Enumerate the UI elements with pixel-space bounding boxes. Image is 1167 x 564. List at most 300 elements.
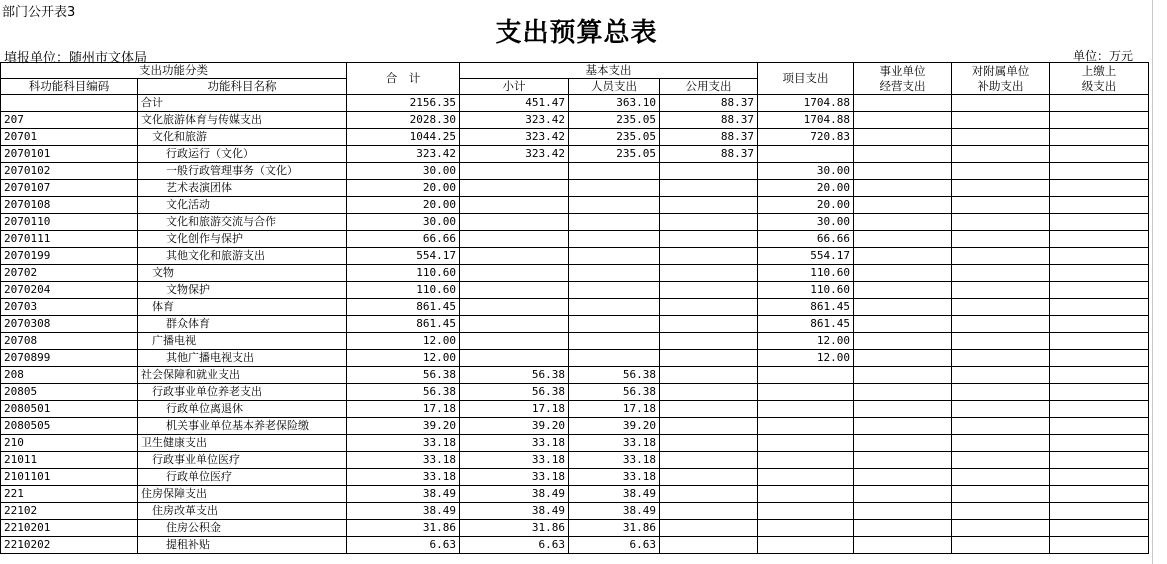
cell-project	[758, 401, 854, 418]
cell-enterprise	[854, 367, 952, 384]
header-upper-line1: 上缴上	[1081, 63, 1117, 78]
cell-subtotal: 31.86	[460, 520, 569, 537]
table-row	[1, 112, 1149, 129]
cell-subtotal	[460, 333, 569, 350]
table-row	[1, 401, 1149, 418]
cell-subtotal	[460, 180, 569, 197]
cell-name: 住房保障支出	[138, 486, 347, 503]
cell-code: 2070110	[1, 214, 138, 231]
cell-enterprise	[854, 163, 952, 180]
header-basic: 基本支出	[460, 63, 758, 79]
table-row	[1, 333, 1149, 350]
cell-public	[660, 486, 758, 503]
cell-upper	[1050, 520, 1149, 537]
cell-project	[758, 520, 854, 537]
cell-code: 2070107	[1, 180, 138, 197]
cell-total: 56.38	[347, 384, 460, 401]
table-body	[1, 95, 1149, 554]
sheet-gridline	[1152, 0, 1153, 564]
cell-name: 文化和旅游	[138, 129, 347, 146]
table-row	[1, 95, 1149, 112]
cell-total: 12.00	[347, 350, 460, 367]
cell-subsidy	[952, 367, 1050, 384]
cell-code: 2101101	[1, 469, 138, 486]
cell-public	[660, 214, 758, 231]
cell-subtotal	[460, 248, 569, 265]
header-enterprise-line1: 事业单位	[879, 63, 926, 78]
cell-total: 1044.25	[347, 129, 460, 146]
cell-subtotal	[460, 282, 569, 299]
cell-total: 554.17	[347, 248, 460, 265]
table-row	[1, 537, 1149, 554]
cell-subtotal	[460, 214, 569, 231]
cell-subsidy	[952, 469, 1050, 486]
cell-public	[660, 503, 758, 520]
reporting-unit: 填报单位：随州市文体局	[4, 51, 148, 66]
cell-public	[660, 333, 758, 350]
cell-subsidy	[952, 350, 1050, 367]
cell-enterprise	[854, 299, 952, 316]
cell-personnel: 17.18	[569, 401, 660, 418]
cell-public	[660, 282, 758, 299]
cell-name: 艺术表演团体	[138, 180, 347, 197]
cell-personnel: 38.49	[569, 503, 660, 520]
cell-enterprise	[854, 333, 952, 350]
cell-project	[758, 146, 854, 163]
cell-total: 110.60	[347, 265, 460, 282]
cell-enterprise	[854, 180, 952, 197]
cell-upper	[1050, 503, 1149, 520]
cell-project: 720.83	[758, 129, 854, 146]
cell-upper	[1050, 146, 1149, 163]
cell-name: 机关事业单位基本养老保险缴	[138, 418, 347, 435]
cell-subtotal: 33.18	[460, 435, 569, 452]
cell-subtotal	[460, 350, 569, 367]
cell-enterprise	[854, 95, 952, 112]
cell-name: 文化创作与保护	[138, 231, 347, 248]
cell-total: 30.00	[347, 163, 460, 180]
table-row	[1, 265, 1149, 282]
cell-public	[660, 197, 758, 214]
cell-code: 20805	[1, 384, 138, 401]
cell-enterprise	[854, 418, 952, 435]
cell-subsidy	[952, 95, 1050, 112]
cell-enterprise	[854, 350, 952, 367]
table-row	[1, 231, 1149, 248]
cell-total: 31.86	[347, 520, 460, 537]
cell-project: 110.60	[758, 282, 854, 299]
cell-code: 210	[1, 435, 138, 452]
cell-public	[660, 520, 758, 537]
cell-enterprise	[854, 146, 952, 163]
table-row	[1, 248, 1149, 265]
cell-enterprise	[854, 231, 952, 248]
cell-upper	[1050, 418, 1149, 435]
cell-personnel: 33.18	[569, 452, 660, 469]
table-row	[1, 350, 1149, 367]
table-row	[1, 163, 1149, 180]
cell-name: 文化和旅游交流与合作	[138, 214, 347, 231]
cell-enterprise	[854, 316, 952, 333]
header-enterprise-line2: 经营支出	[879, 78, 926, 93]
cell-upper	[1050, 486, 1149, 503]
cell-project	[758, 367, 854, 384]
cell-project	[758, 384, 854, 401]
cell-public	[660, 299, 758, 316]
cell-enterprise	[854, 265, 952, 282]
cell-code: 21011	[1, 452, 138, 469]
cell-subtotal	[460, 316, 569, 333]
table-row	[1, 180, 1149, 197]
cell-name: 体育	[138, 299, 347, 316]
header-upper-line2: 级支出	[1081, 78, 1117, 93]
cell-name: 行政单位医疗	[138, 469, 347, 486]
cell-personnel	[569, 350, 660, 367]
cell-personnel	[569, 197, 660, 214]
cell-code: 2070199	[1, 248, 138, 265]
cell-subsidy	[952, 316, 1050, 333]
cell-personnel: 235.05	[569, 146, 660, 163]
cell-name: 文物保护	[138, 282, 347, 299]
cell-code: 20703	[1, 299, 138, 316]
cell-total: 38.49	[347, 486, 460, 503]
cell-enterprise	[854, 435, 952, 452]
cell-code: 2210201	[1, 520, 138, 537]
sheet-corner-label: 部门公开表3	[2, 5, 76, 20]
cell-code: 2070102	[1, 163, 138, 180]
cell-upper	[1050, 197, 1149, 214]
cell-upper	[1050, 333, 1149, 350]
cell-personnel: 39.20	[569, 418, 660, 435]
cell-subsidy	[952, 282, 1050, 299]
cell-public: 88.37	[660, 112, 758, 129]
cell-subsidy	[952, 248, 1050, 265]
cell-upper	[1050, 180, 1149, 197]
table-row	[1, 146, 1149, 163]
cell-subsidy	[952, 418, 1050, 435]
cell-personnel: 363.10	[569, 95, 660, 112]
table-row	[1, 452, 1149, 469]
cell-personnel	[569, 282, 660, 299]
cell-total: 17.18	[347, 401, 460, 418]
cell-subsidy	[952, 299, 1050, 316]
cell-total: 33.18	[347, 469, 460, 486]
cell-personnel: 56.38	[569, 367, 660, 384]
cell-subsidy	[952, 435, 1050, 452]
header-project: 项目支出	[758, 63, 854, 95]
cell-total: 861.45	[347, 299, 460, 316]
cell-personnel: 56.38	[569, 384, 660, 401]
cell-upper	[1050, 537, 1149, 554]
cell-subtotal	[460, 231, 569, 248]
cell-upper	[1050, 469, 1149, 486]
cell-personnel	[569, 163, 660, 180]
cell-enterprise	[854, 486, 952, 503]
cell-enterprise	[854, 469, 952, 486]
cell-subsidy	[952, 265, 1050, 282]
cell-subsidy	[952, 112, 1050, 129]
cell-subsidy	[952, 520, 1050, 537]
cell-project: 30.00	[758, 214, 854, 231]
cell-name: 群众体育	[138, 316, 347, 333]
header-func-class: 支出功能分类	[1, 63, 347, 79]
cell-code: 22102	[1, 503, 138, 520]
cell-personnel: 235.05	[569, 112, 660, 129]
cell-subsidy	[952, 333, 1050, 350]
cell-name: 社会保障和就业支出	[138, 367, 347, 384]
cell-project	[758, 469, 854, 486]
cell-code	[1, 95, 138, 112]
cell-subsidy	[952, 214, 1050, 231]
cell-total: 33.18	[347, 435, 460, 452]
cell-name: 文物	[138, 265, 347, 282]
cell-name: 行政单位离退休	[138, 401, 347, 418]
cell-code: 2070108	[1, 197, 138, 214]
cell-personnel	[569, 214, 660, 231]
cell-personnel	[569, 299, 660, 316]
cell-upper	[1050, 299, 1149, 316]
cell-public	[660, 231, 758, 248]
cell-subtotal: 56.38	[460, 384, 569, 401]
header-public: 公用支出	[660, 79, 758, 95]
cell-name: 一般行政管理事务（文化）	[138, 163, 347, 180]
cell-public	[660, 452, 758, 469]
cell-subtotal: 39.20	[460, 418, 569, 435]
cell-name: 其他文化和旅游支出	[138, 248, 347, 265]
cell-name: 行政事业单位养老支出	[138, 384, 347, 401]
cell-enterprise	[854, 197, 952, 214]
cell-upper	[1050, 384, 1149, 401]
cell-upper	[1050, 112, 1149, 129]
cell-subtotal: 323.42	[460, 146, 569, 163]
table-row	[1, 299, 1149, 316]
cell-public	[660, 401, 758, 418]
cell-subsidy	[952, 197, 1050, 214]
cell-name: 提租补贴	[138, 537, 347, 554]
cell-public	[660, 265, 758, 282]
cell-upper	[1050, 350, 1149, 367]
header-subsidy-line1: 对附属单位	[971, 63, 1030, 78]
expenditure-budget-table	[0, 62, 1149, 554]
cell-enterprise	[854, 503, 952, 520]
cell-total: 2028.30	[347, 112, 460, 129]
cell-code: 20708	[1, 333, 138, 350]
cell-upper	[1050, 452, 1149, 469]
cell-subsidy	[952, 486, 1050, 503]
cell-code: 208	[1, 367, 138, 384]
header-code: 科功能科目编码	[1, 79, 138, 95]
header-name: 功能科目名称	[138, 79, 347, 95]
table-row	[1, 214, 1149, 231]
cell-subtotal: 451.47	[460, 95, 569, 112]
cell-enterprise	[854, 401, 952, 418]
cell-upper	[1050, 129, 1149, 146]
cell-personnel	[569, 333, 660, 350]
cell-public	[660, 180, 758, 197]
cell-subsidy	[952, 129, 1050, 146]
cell-personnel	[569, 248, 660, 265]
cell-project: 66.66	[758, 231, 854, 248]
cell-project	[758, 503, 854, 520]
cell-personnel	[569, 231, 660, 248]
cell-public	[660, 163, 758, 180]
header-upper	[1050, 63, 1149, 95]
cell-total: 20.00	[347, 197, 460, 214]
cell-project	[758, 418, 854, 435]
cell-public	[660, 435, 758, 452]
cell-personnel: 6.63	[569, 537, 660, 554]
cell-public	[660, 418, 758, 435]
cell-subtotal: 38.49	[460, 486, 569, 503]
cell-upper	[1050, 248, 1149, 265]
cell-name: 广播电视	[138, 333, 347, 350]
table-row	[1, 469, 1149, 486]
cell-code: 2080505	[1, 418, 138, 435]
cell-personnel: 235.05	[569, 129, 660, 146]
cell-enterprise	[854, 214, 952, 231]
cell-code: 20702	[1, 265, 138, 282]
header-subsidy	[952, 63, 1050, 95]
cell-public	[660, 350, 758, 367]
cell-project: 861.45	[758, 316, 854, 333]
cell-upper	[1050, 282, 1149, 299]
cell-name: 其他广播电视支出	[138, 350, 347, 367]
page-title: 支出预算总表	[495, 18, 658, 48]
cell-total: 861.45	[347, 316, 460, 333]
cell-public: 88.37	[660, 146, 758, 163]
table-row	[1, 367, 1149, 384]
cell-subsidy	[952, 146, 1050, 163]
cell-code: 20701	[1, 129, 138, 146]
cell-project: 30.00	[758, 163, 854, 180]
cell-upper	[1050, 95, 1149, 112]
cell-total: 12.00	[347, 333, 460, 350]
cell-code: 2070111	[1, 231, 138, 248]
cell-code: 2070204	[1, 282, 138, 299]
cell-enterprise	[854, 248, 952, 265]
cell-subtotal: 6.63	[460, 537, 569, 554]
cell-subsidy	[952, 503, 1050, 520]
cell-subtotal	[460, 299, 569, 316]
cell-total: 66.66	[347, 231, 460, 248]
table-row	[1, 197, 1149, 214]
cell-total: 323.42	[347, 146, 460, 163]
header-personnel: 人员支出	[569, 79, 660, 95]
cell-subsidy	[952, 537, 1050, 554]
cell-subtotal	[460, 265, 569, 282]
cell-enterprise	[854, 384, 952, 401]
cell-name: 住房公积金	[138, 520, 347, 537]
header-subsidy-line2: 补助支出	[977, 78, 1024, 93]
header-enterprise	[854, 63, 952, 95]
cell-project: 12.00	[758, 350, 854, 367]
cell-total: 20.00	[347, 180, 460, 197]
cell-public	[660, 248, 758, 265]
cell-upper	[1050, 163, 1149, 180]
cell-enterprise	[854, 520, 952, 537]
cell-name: 文化活动	[138, 197, 347, 214]
cell-code: 2070308	[1, 316, 138, 333]
cell-project: 554.17	[758, 248, 854, 265]
currency-unit: 单位：万元	[1072, 49, 1133, 63]
cell-subsidy	[952, 180, 1050, 197]
cell-subtotal	[460, 197, 569, 214]
cell-code: 2080501	[1, 401, 138, 418]
cell-subsidy	[952, 163, 1050, 180]
cell-project: 1704.88	[758, 112, 854, 129]
cell-upper	[1050, 265, 1149, 282]
cell-personnel: 31.86	[569, 520, 660, 537]
table-row	[1, 520, 1149, 537]
header-subtotal: 小计	[460, 79, 569, 95]
cell-subtotal: 56.38	[460, 367, 569, 384]
cell-personnel	[569, 265, 660, 282]
cell-subtotal	[460, 163, 569, 180]
cell-upper	[1050, 316, 1149, 333]
cell-subtotal: 33.18	[460, 452, 569, 469]
cell-project: 1704.88	[758, 95, 854, 112]
table-row	[1, 503, 1149, 520]
cell-enterprise	[854, 129, 952, 146]
cell-total: 38.49	[347, 503, 460, 520]
cell-subsidy	[952, 231, 1050, 248]
cell-project	[758, 537, 854, 554]
cell-subsidy	[952, 384, 1050, 401]
header-total: 合 计	[347, 63, 460, 95]
table-row	[1, 384, 1149, 401]
cell-subtotal: 17.18	[460, 401, 569, 418]
cell-subtotal: 323.42	[460, 129, 569, 146]
cell-enterprise	[854, 537, 952, 554]
cell-public: 88.37	[660, 129, 758, 146]
cell-personnel: 38.49	[569, 486, 660, 503]
cell-public	[660, 384, 758, 401]
cell-total: 56.38	[347, 367, 460, 384]
cell-project: 861.45	[758, 299, 854, 316]
cell-upper	[1050, 231, 1149, 248]
cell-total: 2156.35	[347, 95, 460, 112]
cell-public	[660, 367, 758, 384]
cell-total: 110.60	[347, 282, 460, 299]
cell-subsidy	[952, 452, 1050, 469]
cell-project	[758, 435, 854, 452]
cell-code: 2210202	[1, 537, 138, 554]
cell-upper	[1050, 214, 1149, 231]
cell-public	[660, 316, 758, 333]
cell-personnel: 33.18	[569, 469, 660, 486]
cell-subtotal: 33.18	[460, 469, 569, 486]
cell-public	[660, 537, 758, 554]
cell-total: 33.18	[347, 452, 460, 469]
cell-project: 20.00	[758, 197, 854, 214]
cell-enterprise	[854, 452, 952, 469]
cell-code: 2070899	[1, 350, 138, 367]
cell-personnel	[569, 180, 660, 197]
cell-total: 30.00	[347, 214, 460, 231]
cell-name: 行政运行（文化）	[138, 146, 347, 163]
cell-name: 卫生健康支出	[138, 435, 347, 452]
table-row	[1, 129, 1149, 146]
cell-public: 88.37	[660, 95, 758, 112]
cell-subtotal: 38.49	[460, 503, 569, 520]
cell-upper	[1050, 367, 1149, 384]
cell-upper	[1050, 435, 1149, 452]
cell-subsidy	[952, 401, 1050, 418]
cell-project: 12.00	[758, 333, 854, 350]
cell-personnel: 33.18	[569, 435, 660, 452]
table-row	[1, 418, 1149, 435]
table-row	[1, 282, 1149, 299]
